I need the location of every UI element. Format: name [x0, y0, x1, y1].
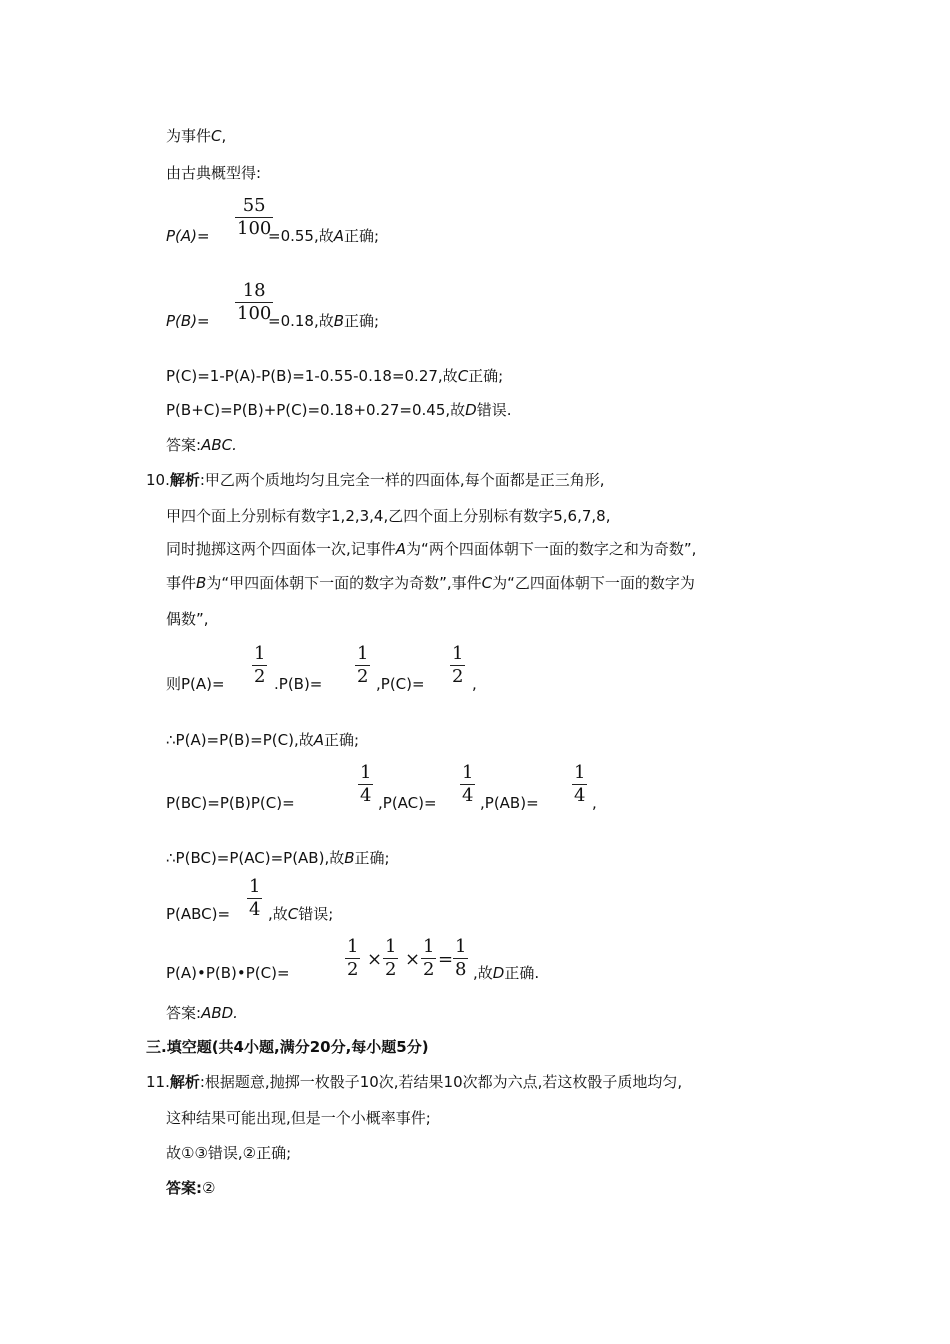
- q10-row5-b: ,故C错误;: [268, 905, 334, 923]
- q10-line-1: 10.解析:甲乙两个质地均匀且完全一样的四面体,每个面都是正三角形,: [146, 471, 605, 489]
- q10-probs-row1-c: ,P(C)=: [376, 675, 425, 693]
- q10-quarter-fraction-2: 1 4: [462, 762, 474, 806]
- times-sign-2: ×: [405, 949, 421, 970]
- times-sign-1: ×: [367, 949, 383, 970]
- q10-probs-row1-b: .P(B)=: [274, 675, 323, 693]
- q11-line-2: 这种结果可能出现,但是一个小概率事件;: [166, 1109, 431, 1127]
- q10-answer: 答案:ABD.: [166, 1004, 238, 1022]
- q10-probs-row1-d: ,: [472, 675, 477, 693]
- q10-half-fraction-3: 1 2: [452, 643, 464, 687]
- section-3-heading: 三.填空题(共4小题,满分20分,每小题5分): [146, 1038, 429, 1056]
- q9-pc-line: P(C)=1-P(A)-P(B)=1-0.55-0.18=0.27,故C正确;: [166, 367, 504, 385]
- q9-pb-result: =0.18,故B正确;: [268, 312, 380, 330]
- q9-pa-result: =0.55,故A正确;: [268, 227, 380, 245]
- q10-quarter-fraction-1: 1 4: [360, 762, 372, 806]
- q10-line-2: 甲四个面上分别标有数字1,2,3,4,乙四个面上分别标有数字5,6,7,8,: [166, 507, 611, 525]
- q10-row6-a: P(A)•P(B)•P(C)=: [166, 964, 290, 982]
- equals-sign: =: [438, 949, 454, 970]
- q10-product-fraction-3: 1 2: [423, 936, 435, 980]
- q10-half-fraction-1: 1 2: [254, 643, 266, 687]
- q9-pb-fraction: 18 100: [237, 280, 272, 324]
- q10-line-4: 事件B为“甲四面体朝下一面的数字为奇数”,事件C为“乙四面体朝下一面的数字为: [166, 574, 695, 592]
- q10-row5-a: P(ABC)=: [166, 905, 231, 923]
- q10-row3-c: ,P(AB)=: [480, 794, 539, 812]
- q10-product-fraction-1: 1 2: [347, 936, 359, 980]
- q10-row2: ∴P(A)=P(B)=P(C),故A正确;: [166, 731, 360, 749]
- q11-line-1: 11.解析:根据题意,抛掷一枚骰子10次,若结果10次都为六点,若这枚骰子质地均匀,: [146, 1073, 683, 1091]
- q10-row3-d: ,: [592, 794, 597, 812]
- q10-eighth-fraction: 1 8: [455, 936, 467, 980]
- q11-answer: 答案:②: [166, 1179, 216, 1197]
- q10-probs-row1-a: 则P(A)=: [166, 675, 225, 693]
- q9-pb-line: P(B)=: [166, 312, 210, 330]
- q9-answer: 答案:ABC.: [166, 436, 237, 454]
- q10-quarter-fraction-3: 1 4: [574, 762, 586, 806]
- q10-line-5: 偶数”,: [166, 610, 209, 628]
- q9-line-classical: 由古典概型得:: [166, 164, 262, 182]
- q10-line-3: 同时抛掷这两个四面体一次,记事件A为“两个四面体朝下一面的数字之和为奇数”,: [166, 540, 697, 558]
- q10-row4: ∴P(BC)=P(AC)=P(AB),故B正确;: [166, 849, 390, 867]
- q10-half-fraction-2: 1 2: [357, 643, 369, 687]
- q11-line-3: 故①③错误,②正确;: [166, 1144, 292, 1162]
- q9-pbc-line: P(B+C)=P(B)+P(C)=0.18+0.27=0.45,故D错误.: [166, 401, 512, 419]
- q10-row3-b: ,P(AC)=: [378, 794, 437, 812]
- q10-abc-fraction: 1 4: [249, 876, 261, 920]
- q9-line-event-c: 为事件C,: [166, 127, 227, 145]
- q10-product-fraction-2: 1 2: [385, 936, 397, 980]
- q10-row3-a: P(BC)=P(B)P(C)=: [166, 794, 295, 812]
- q10-row6-b: ,故D正确.: [473, 964, 540, 982]
- q9-pa-line: P(A)=: [166, 227, 210, 245]
- q9-pa-fraction: 55 100: [237, 195, 272, 239]
